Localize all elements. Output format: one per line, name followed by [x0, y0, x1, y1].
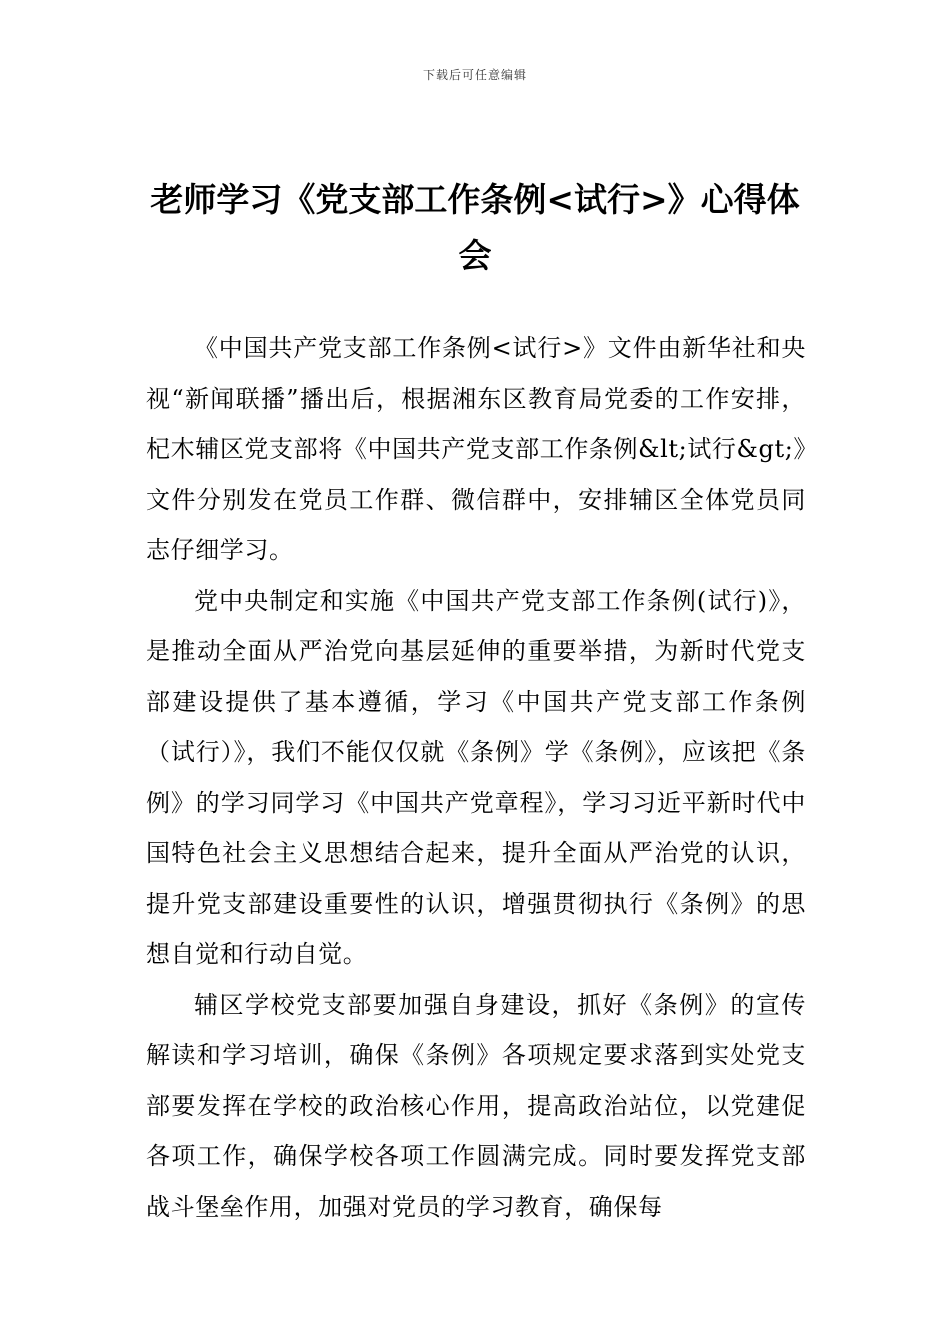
header-note: 下载后可任意编辑	[422, 68, 527, 82]
document-body	[146, 323, 806, 1232]
paragraph-3: 辅区学校党支部要加强自身建设，抓好《条例》的宣传解读和学习培训，确保《条例》各项规定要求落到实处党支部要发挥在学校的政治核心作用，提高政治站位，以党建促各项工作，确保学校各项工作圆满完成。同时要发挥党支部战斗堡垒作用，加强对党员的学习教育，确保每	[146, 990, 806, 1221]
paragraph-1: 《中国共产党支部工作条例<试行>》文件由新华社和央视“新闻联播”播出后，根据湘东区教育局党委的工作安排，杞木辅区党支部将《中国共产党支部工作条例&lt;试行&gt;》文件分别发在党员工作群、微信群中，安排辅区全体党员同志仔细学习。	[146, 334, 806, 564]
paragraph-2: 党中央制定和实施《中国共产党支部工作条例(试行)》，是推动全面从严治党向基层延伸的重要举措，为新时代党支部建设提供了基本遵循，学习《中国共产党支部工作条例（试行）》，我们不能仅仅就《条例》学《条例》，应该把《条例》的学习同学习《中国共产党章程》，学习习近平新时代中国特色社会主义思想结合起来，提升全面从严治党的认识，提升党支部建设重要性的认识，增强贯彻执行《条例》的思想自觉和行动自觉。	[146, 586, 806, 968]
document-title: 老师学习《党支部工作条例<试行>》心得体会	[150, 180, 800, 275]
